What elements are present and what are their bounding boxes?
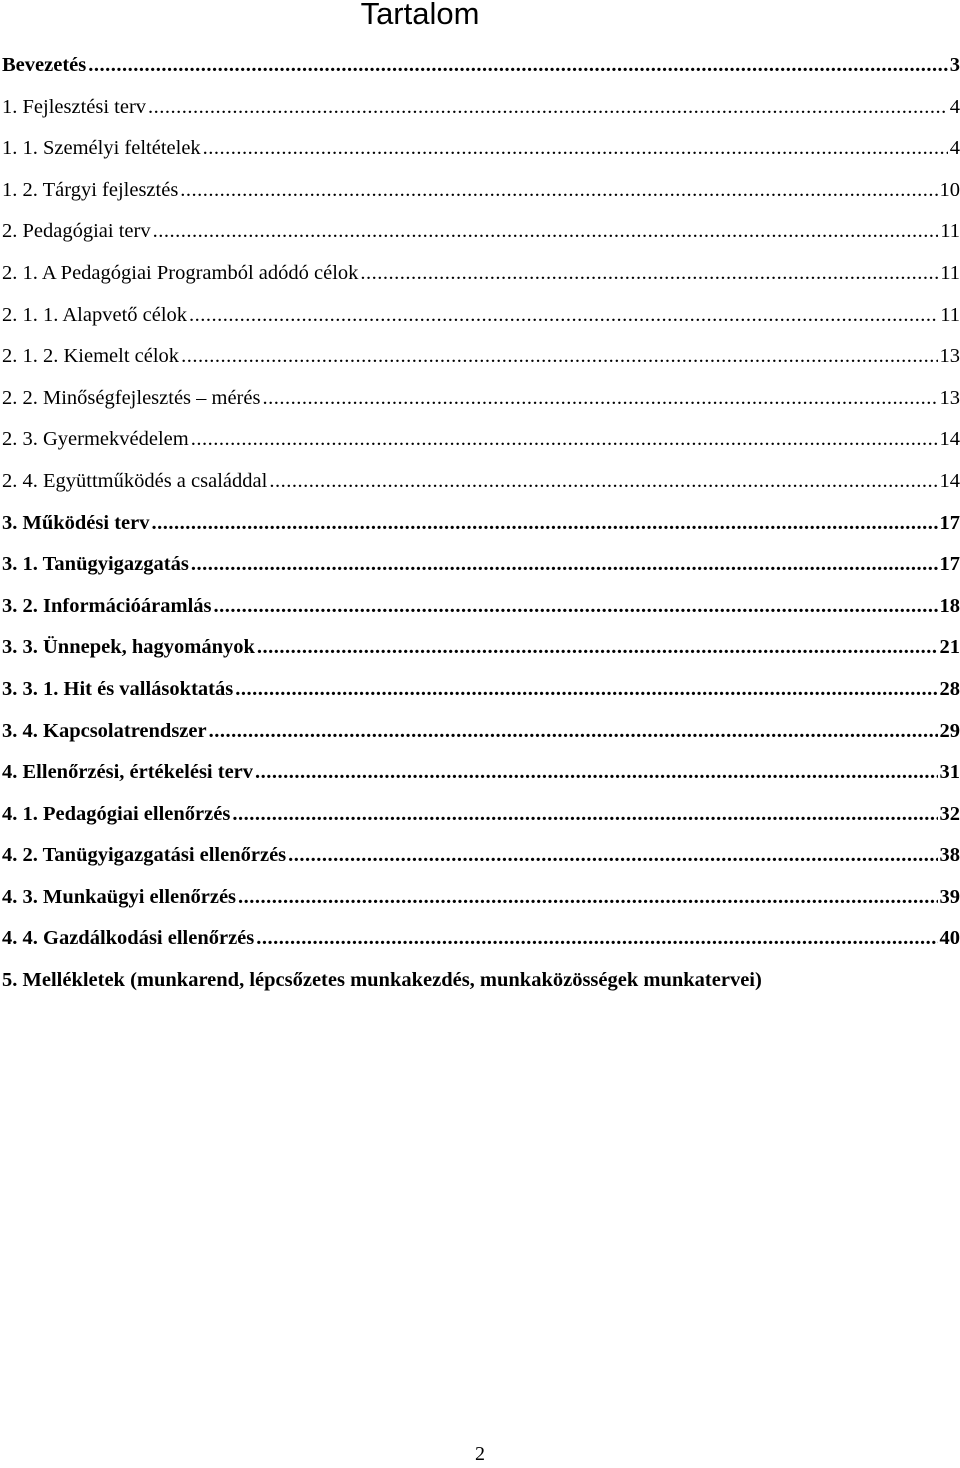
page-number: 2 bbox=[0, 1440, 960, 1468]
toc-dot-leader bbox=[153, 211, 939, 253]
toc-dot-leader bbox=[189, 295, 938, 337]
toc-entry-page: 31 bbox=[940, 752, 960, 794]
toc-entry[interactable] bbox=[2, 877, 960, 919]
toc-entry-title: 3. 2. Információáramlás bbox=[2, 586, 212, 628]
page-title: Tartalom bbox=[0, 0, 840, 34]
toc-entry[interactable] bbox=[2, 669, 960, 711]
toc-entry-title: 4. 4. Gazdálkodási ellenőrzés bbox=[2, 918, 254, 960]
toc-dot-leader bbox=[235, 669, 937, 711]
toc-entry-title: 2. 1. 1. Alapvető célok bbox=[2, 295, 187, 337]
toc-entry-title: 3. 1. Tanügyigazgatás bbox=[2, 544, 189, 586]
toc-entry[interactable] bbox=[2, 378, 960, 420]
toc-entry[interactable] bbox=[2, 627, 960, 669]
toc-entry-title: 1. 1. Személyi feltételek bbox=[2, 128, 201, 170]
toc-entry-title: 4. Ellenőrzési, értékelési terv bbox=[2, 752, 253, 794]
toc-entry-title: 3. Működési terv bbox=[2, 503, 149, 545]
toc-dot-leader bbox=[180, 170, 937, 212]
toc-entry-page: 39 bbox=[940, 877, 960, 919]
toc-entry-title: 3. 3. 1. Hit és vallásoktatás bbox=[2, 669, 233, 711]
toc-entry-page: 4 bbox=[950, 128, 960, 170]
toc-entry[interactable] bbox=[2, 711, 960, 753]
toc-entry-page: 17 bbox=[940, 503, 960, 545]
toc-entry[interactable] bbox=[2, 419, 960, 461]
toc-entry-title: 2. 4. Együttműködés a családdal bbox=[2, 461, 267, 503]
toc-dot-leader bbox=[288, 835, 937, 877]
toc-entry-title: 3. 4. Kapcsolatrendszer bbox=[2, 711, 207, 753]
toc-dot-leader bbox=[255, 752, 937, 794]
toc-entry[interactable] bbox=[2, 128, 960, 170]
toc-entry[interactable] bbox=[2, 918, 960, 960]
toc-entry-title: 2. 1. 2. Kiemelt célok bbox=[2, 336, 179, 378]
toc-entry[interactable] bbox=[2, 87, 960, 129]
toc-dot-leader bbox=[191, 419, 938, 461]
toc-entry-page: 38 bbox=[940, 835, 960, 877]
toc-entry-title: 3. 3. Ünnepek, hagyományok bbox=[2, 627, 255, 669]
toc-dot-leader bbox=[191, 544, 938, 586]
toc-entry-title: 2. 2. Minőségfejlesztés – mérés bbox=[2, 378, 260, 420]
toc-dot-leader bbox=[257, 627, 938, 669]
toc-dot-leader bbox=[203, 128, 948, 170]
toc-entry-title: 2. 3. Gyermekvédelem bbox=[2, 419, 189, 461]
toc-entry[interactable] bbox=[2, 295, 960, 337]
toc-entry[interactable] bbox=[2, 960, 960, 1002]
toc-entry[interactable] bbox=[2, 794, 960, 836]
toc-entry-title: 1. 2. Tárgyi fejlesztés bbox=[2, 170, 178, 212]
toc-entry-page: 32 bbox=[940, 794, 960, 836]
toc-entry-page: 10 bbox=[940, 170, 960, 212]
toc-dot-leader bbox=[269, 461, 937, 503]
toc-entry[interactable] bbox=[2, 835, 960, 877]
toc-entry-page: 13 bbox=[940, 336, 960, 378]
toc-entry-title: 4. 3. Munkaügyi ellenőrzés bbox=[2, 877, 236, 919]
toc-entry-title: Bevezetés bbox=[2, 45, 86, 87]
toc-entry-page: 4 bbox=[950, 87, 960, 129]
toc-dot-leader bbox=[214, 586, 938, 628]
toc-dot-leader bbox=[232, 794, 937, 836]
toc-entry-title: 1. Fejlesztési terv bbox=[2, 87, 146, 129]
toc-entry[interactable] bbox=[2, 211, 960, 253]
toc-dot-leader bbox=[148, 87, 948, 129]
toc-dot-leader bbox=[262, 378, 937, 420]
toc-entry-page: 14 bbox=[940, 419, 960, 461]
toc-entry[interactable] bbox=[2, 253, 960, 295]
toc-dot-leader bbox=[238, 877, 937, 919]
toc-entry-page: 11 bbox=[940, 295, 960, 337]
toc-entry-page: 28 bbox=[940, 669, 960, 711]
toc-entry-page: 29 bbox=[940, 711, 960, 753]
toc-entry-title: 5. Mellékletek (munkarend, lépcsőzetes munkakezdés, munkaközösségek munkatervei) bbox=[2, 960, 762, 1002]
toc-entry-page: 11 bbox=[940, 211, 960, 253]
toc-dot-leader bbox=[151, 503, 937, 545]
toc-entry[interactable] bbox=[2, 503, 960, 545]
toc-dot-leader bbox=[360, 253, 938, 295]
toc-dot-leader bbox=[256, 918, 937, 960]
toc-dot-leader bbox=[209, 711, 938, 753]
toc-entry-page: 21 bbox=[940, 627, 960, 669]
toc-dot-leader bbox=[181, 336, 937, 378]
toc-entry[interactable] bbox=[2, 752, 960, 794]
toc-entry-page: 3 bbox=[950, 45, 960, 87]
toc-entry-page: 18 bbox=[940, 586, 960, 628]
toc-entry[interactable] bbox=[2, 461, 960, 503]
toc-dot-leader bbox=[88, 45, 948, 87]
toc-entry[interactable] bbox=[2, 586, 960, 628]
toc-entry-title: 4. 2. Tanügyigazgatási ellenőrzés bbox=[2, 835, 286, 877]
toc-entry-page: 40 bbox=[940, 918, 960, 960]
toc-entry[interactable] bbox=[2, 45, 960, 87]
toc-entry-page: 11 bbox=[940, 253, 960, 295]
toc-entry-page: 13 bbox=[940, 378, 960, 420]
toc-entry-title: 2. 1. A Pedagógiai Programból adódó célok bbox=[2, 253, 358, 295]
toc-entry-title: 4. 1. Pedagógiai ellenőrzés bbox=[2, 794, 230, 836]
table-of-contents bbox=[2, 45, 960, 1002]
toc-entry[interactable] bbox=[2, 170, 960, 212]
toc-entry-title: 2. Pedagógiai terv bbox=[2, 211, 151, 253]
toc-entry[interactable] bbox=[2, 544, 960, 586]
toc-entry-page: 14 bbox=[940, 461, 960, 503]
toc-entry-page: 17 bbox=[940, 544, 960, 586]
toc-entry[interactable] bbox=[2, 336, 960, 378]
